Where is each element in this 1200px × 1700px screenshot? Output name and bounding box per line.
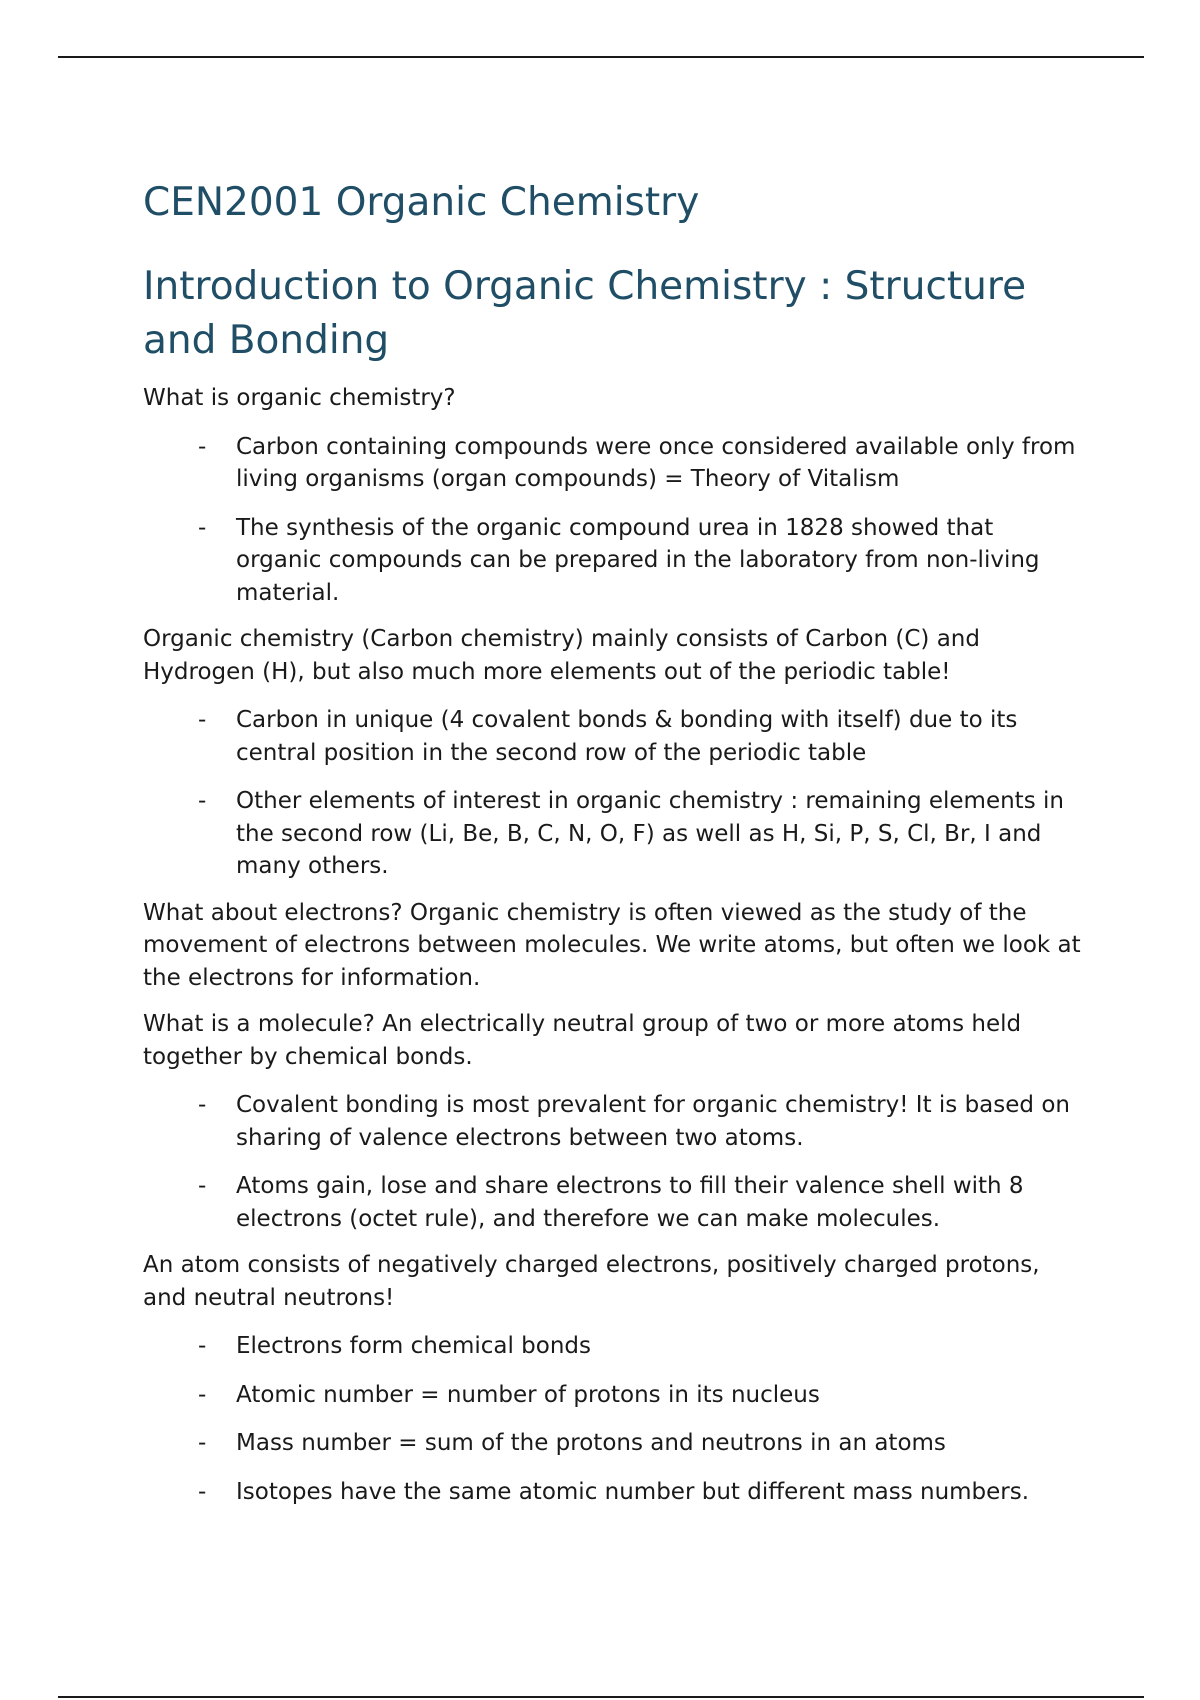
bullet-list — [143, 1089, 1083, 1235]
list-item-text: Atomic number = number of protons in its nucleus — [236, 1381, 820, 1408]
paragraph: Organic chemistry (Carbon chemistry) mainly consists of Carbon (C) and Hydrogen (H), but also much more elements out of the periodic table! — [143, 626, 980, 685]
bullet-dash: - — [198, 707, 207, 733]
document-body — [143, 176, 1083, 1508]
bullet-dash: - — [198, 1173, 207, 1199]
list-item-text: Mass number = sum of the protons and neutrons in an atoms — [236, 1430, 946, 1456]
list-item-text: Electrons form chemical bonds — [236, 1333, 592, 1359]
list-item — [143, 1089, 1083, 1154]
paragraph: What is organic chemistry? — [143, 385, 456, 411]
document-title: CEN2001 Organic Chemistry — [143, 180, 700, 225]
list-item — [143, 1330, 1083, 1363]
top-rule — [58, 56, 1144, 58]
list-item-text: Carbon containing compounds were once considered available only from living organisms (organ compounds) = Theory of Vitalism — [236, 433, 1076, 492]
list-item — [143, 785, 1083, 883]
bullet-dash: - — [198, 1333, 207, 1359]
list-item-text: Carbon in unique (4 covalent bonds & bonding with itself) due to its central position in the second row of the periodic table — [236, 707, 1018, 766]
bullet-list — [143, 431, 1083, 610]
bullet-dash: - — [198, 433, 207, 460]
list-item-text: The synthesis of the organic compound urea in 1828 showed that organic compounds can be prepared in the laboratory from non-living material. — [236, 514, 1040, 606]
paragraph: What is a molecule? An electrically neutral group of two or more atoms held together by chemical bonds. — [143, 1011, 1022, 1070]
list-item — [143, 1427, 1083, 1460]
list-item-text: Other elements of interest in organic chemistry : remaining elements in the second row (Li, Be, B, C, N, O, F) as well as H, Si, P, S, Cl, Br, I and many others. — [236, 788, 1064, 879]
list-item-text: Covalent bonding is most prevalent for organic chemistry! It is based on sharing of valence electrons between two atoms. — [236, 1092, 1070, 1151]
bullet-dash: - — [198, 788, 207, 814]
list-item — [143, 512, 1083, 610]
list-item — [143, 1476, 1083, 1509]
list-item — [143, 1379, 1083, 1412]
bullet-list — [143, 704, 1083, 883]
bottom-rule — [58, 1696, 1144, 1698]
section-heading: Introduction to Organic Chemistry : Structure and Bonding — [143, 264, 1027, 363]
list-item — [143, 431, 1083, 496]
bullet-dash: - — [198, 1381, 207, 1408]
list-item-text: Atoms gain, lose and share electrons to fill their valence shell with 8 electrons (octet rule), and therefore we can make molecules. — [236, 1173, 1024, 1232]
bullet-dash: - — [198, 1478, 207, 1505]
bullet-list — [143, 1330, 1083, 1508]
list-item — [143, 1170, 1083, 1235]
list-item — [143, 704, 1083, 769]
paragraph: An atom consists of negatively charged electrons, positively charged protons, and neutral neutrons! — [143, 1252, 1040, 1311]
bullet-dash: - — [198, 1430, 207, 1456]
bullet-dash: - — [198, 514, 207, 541]
paragraph: What about electrons? Organic chemistry is often viewed as the study of the movement of electrons between molecules. We write atoms, but often we look at the electrons for information. — [143, 899, 1081, 991]
bullet-dash: - — [198, 1092, 207, 1118]
list-item-text: Isotopes have the same atomic number but different mass numbers. — [236, 1478, 1030, 1505]
